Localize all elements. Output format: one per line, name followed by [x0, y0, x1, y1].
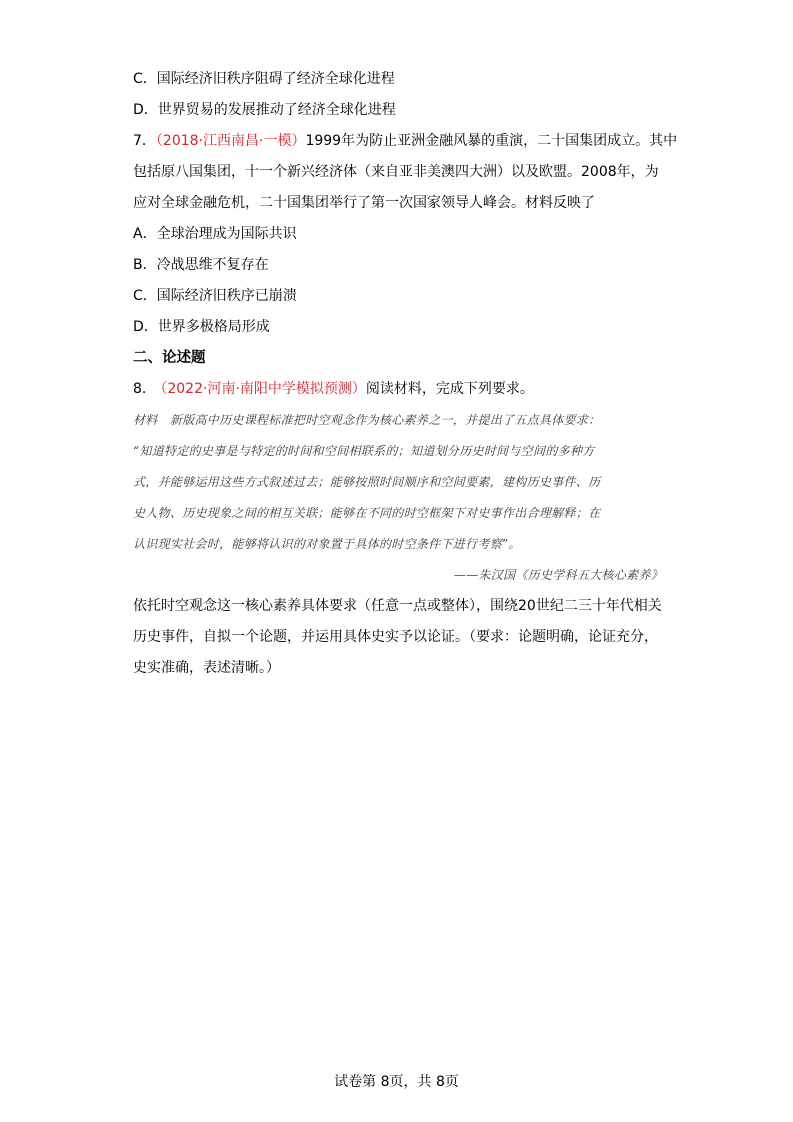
material-attribution: ——朱汉国《历史学科五大核心素养》 [453, 568, 663, 582]
question-7-option-d: D．世界多极格局形成 [133, 319, 270, 335]
question-7-stem-line-1: 1999年为防止亚洲金融风暴的重演，二十国集团成立。其中 [305, 133, 678, 149]
page-content [133, 64, 678, 684]
question-8-number: 8. [133, 381, 161, 397]
material-line-2: “知道特定的史事是与特定的时间和空间相联系的；知道划分历史时间与空间的多种方 [133, 444, 595, 458]
question-7-stem-line-2: 包括原八国集团，十一个新兴经济体（来自亚非美澳四大洲）以及欧盟。2008年，为 [133, 164, 659, 180]
question-7-stem-line-3: 应对全球金融危机，二十国集团举行了第一次国家领导人峰会。材料反映了 [133, 195, 595, 211]
question-7-option-b: B．冷战思维不复存在 [133, 257, 269, 273]
material-line-1: 材料 新版高中历史课程标准把时空观念作为核心素养之一，并提出了五点具体要求： [133, 413, 601, 427]
question-8-task-line-3: 史实准确，表述清晰。） [133, 660, 280, 676]
question-8-task-line-2: 历史事件，自拟一个论题，并运用具体史实予以论证。（要求：论题明确，论证充分， [133, 629, 658, 645]
page-footer: 试卷第 8页，共 8页 [334, 1074, 459, 1090]
material-block [133, 405, 663, 591]
material-line-3: 式，并能够运用这些方式叙述过去；能够按照时间顺序和空间要素，建构历史事件、历 [133, 475, 601, 489]
question-8-stem: 阅读材料，完成下列要求。 [365, 381, 534, 397]
question-8-source: （2022·河南·南阳中学模拟预测） [160, 381, 366, 397]
material-line-5: 认识现实社会时，能够将认识的对象置于具体的时空条件下进行考察”。 [133, 537, 521, 551]
option-c-previous: C．国际经济旧秩序阻碍了经济全球化进程 [133, 71, 395, 87]
option-d-previous: D．世界贸易的发展推动了经济全球化进程 [133, 102, 396, 118]
question-8-line-1 [133, 374, 663, 405]
question-8-task-line-1: 依托时空观念这一核心素养具体要求（任意一点或整体），围绕20世纪二三十年代相关 [133, 598, 662, 614]
question-7-number: 7． [133, 133, 156, 149]
question-7-option-a: A．全球治理成为国际共识 [133, 226, 297, 242]
question-7-option-c: C．国际经济旧秩序已崩溃 [133, 288, 297, 304]
section-2-heading: 二、论述题 [133, 350, 206, 366]
question-7-line-1 [133, 126, 678, 157]
question-7-source: （2018·江西南昌·一模） [155, 133, 306, 149]
material-line-4: 史人物、历史现象之间的相互关联；能够在不同的时空框架下对史事作出合理解释；在 [133, 506, 601, 520]
